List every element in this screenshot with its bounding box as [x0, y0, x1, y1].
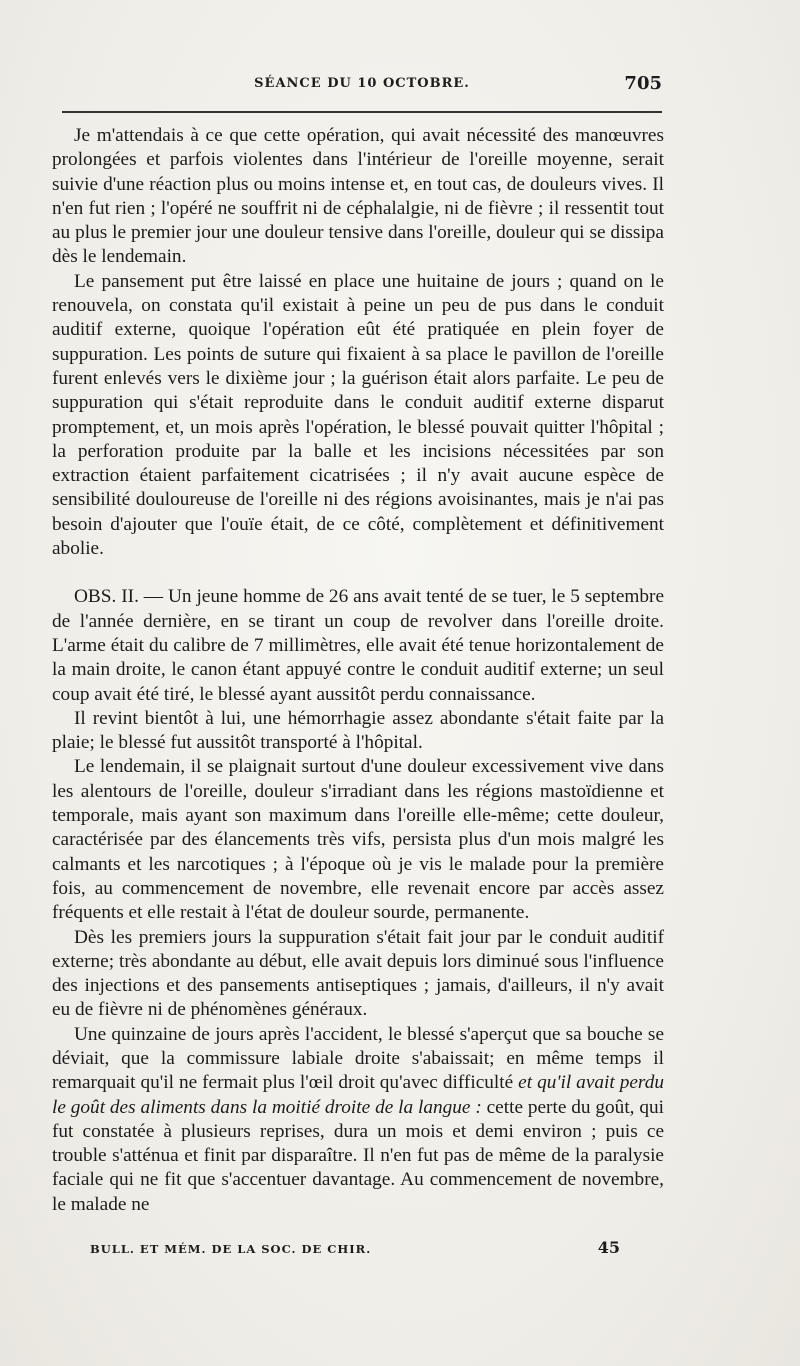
- paragraph-4: Il revint bientôt à lui, une hémorrhagie assez abondante s'était faite par la plaie; le blessé fut aussitôt transporté à l'hôpital.: [52, 707, 664, 754]
- footer-signature-mark: 45: [597, 1238, 620, 1257]
- body-text: [52, 124, 664, 1217]
- page-number: 705: [624, 73, 662, 94]
- observation-label: OBS. II. —: [74, 586, 164, 608]
- footer-journal: BULL. ET MÉM. DE LA SOC. DE CHIR.: [90, 1242, 372, 1256]
- paragraph-7-start: Une quinzaine de jours après l'accident, le blessé s'aperçut que sa bouche se déviait, que la commissure labiale droite s'abaissait; en même temps il remarquait qu'il ne fermait plus l'œil droit qu'avec difficulté: [52, 1023, 664, 1094]
- paragraph-7-italic: et qu'il avait perdu le goût des aliments dans la moitié droite de la langue :: [52, 1072, 664, 1118]
- paragraph-5: Le lendemain, il se plaignait surtout d'une douleur excessivement vive dans les alentours de l'oreille, douleur s'irradiant dans les régions mastoïdienne et temporale, mais ayant son maximum dans l'oreille elle-même; cette douleur, caractérisée par des élancements très vifs, persista plus d'un mois malgré les calmants et les narcotiques ; à l'époque où je vis le malade pour la première fois, au commencement de novembre, elle revenait encore par accès assez fréquents et elle restait à l'état de douleur sourde, permanente.: [52, 756, 664, 924]
- paragraph-7: [52, 1023, 664, 1217]
- header-rule: [62, 111, 662, 113]
- paragraph-obs-ii: [52, 585, 664, 706]
- paragraph-1: Je m'attendais à ce que cette opération, qui avait nécessité des manœuvres prolongées et parfois violentes dans l'intérieur de l'oreille moyenne, serait suivie d'une réaction plus ou moins intense et, en tout cas, de douleurs vives. Il n'en fut rien ; l'opéré ne souffrit ni de céphalalgie, ni de fièvre ; il ressentit tout au plus le premier jour une douleur tensive dans l'oreille, douleur qui se dissipa dès le lendemain.: [52, 125, 664, 268]
- paragraph-2: Le pansement put être laissé en place une huitaine de jours ; quand on le renouvela, on constata qu'il existait à peine un peu de pus dans le conduit auditif externe, quoique l'opération eût été pratiquée en plein foyer de suppuration. Les points de suture qui fixaient à sa place le pavillon de l'oreille furent enlevés vers le dixième jour ; la guérison était alors parfaite. Le peu de suppuration qui s'était reproduite dans le conduit auditif externe disparut promptement, et, un mois après l'opération, le blessé pouvait quitter l'hôpital ; la perforation produite par la balle et les incisions nécessitées par son extraction étaient parfaitement cicatrisées ; il n'y avait aucune espèce de sensibilité douloureuse de l'oreille ni des régions avoisinantes, mais je n'ai pas besoin d'ajouter que l'ouïe était, de ce côté, complètement et définitivement abolie.: [52, 270, 664, 560]
- running-title: SÉANCE DU 10 OCTOBRE.: [254, 76, 470, 91]
- page-header: [62, 73, 662, 100]
- page-footer: [90, 1238, 620, 1260]
- paragraph-6: Dès les premiers jours la suppuration s'était fait jour par le conduit auditif externe; très abondante au début, elle avait depuis lors diminué sous l'influence des injections et des pansements antiseptiques ; jamais, d'ailleurs, il n'y avait eu de fièvre ni de phénomènes généraux.: [52, 926, 664, 1021]
- paragraph-7-end: cette perte du goût, qui fut constatée à plusieurs reprises, dura un mois et demi environ ; puis ce trouble s'atténua et finit par disparaître. Il n'en fut pas de même de la paralysie faciale qui ne fit que s'accentuer davantage. Au commencement de novembre, le malade ne: [52, 1096, 664, 1215]
- paragraph-3-text: Un jeune homme de 26 ans avait tenté de se tuer, le 5 septembre de l'année dernière, en se tirant un coup de revolver dans l'oreille droite. L'arme était du calibre de 7 millimètres, elle avait été tenue horizontalement de la main droite, le canon étant appuyé contre le conduit auditif externe; un seul coup avait été tiré, le blessé ayant aussitôt perdu connaissance.: [52, 586, 665, 705]
